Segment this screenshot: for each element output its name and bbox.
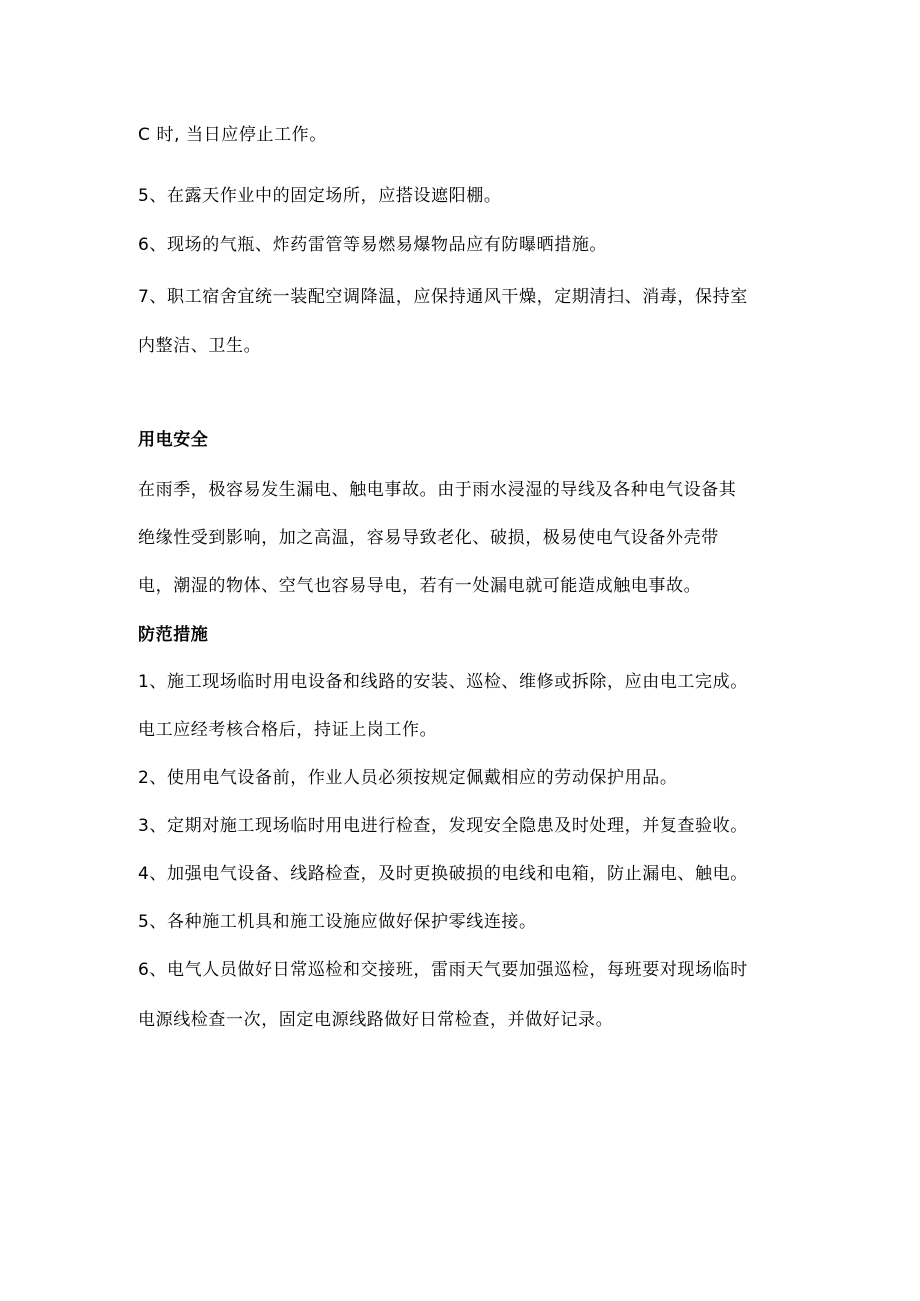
section-heading-preventive-measures: 防范措施	[138, 625, 209, 645]
intro-line-3: 6、现场的气瓶、炸药雷管等易燃易爆物品应有防曝晒措施。	[138, 235, 608, 255]
intro-line-4: 7、职工宿舍宜统一装配空调降温，应保持通风干燥，定期清扫、消毒，保持室	[138, 287, 748, 307]
measure-line-8: 电源线检查一次，固定电源线路做好日常检查，并做好记录。	[138, 1010, 614, 1030]
measure-line-7: 6、电气人员做好日常巡检和交接班，雷雨天气要加强巡检，每班要对现场临时	[138, 960, 748, 980]
measure-line-5: 4、加强电气设备、线路检查，及时更换破损的电线和电箱，防止漏电、触电。	[138, 864, 748, 884]
electric-paragraph-line-2: 绝缘性受到影响，加之高温，容易导致老化、破损，极易使电气设备外壳带	[138, 528, 719, 548]
section-heading-electric-safety: 用电安全	[138, 430, 209, 450]
measure-line-3: 2、使用电气设备前，作业人员必须按规定佩戴相应的劳动保护用品。	[138, 768, 678, 788]
measure-line-2: 电工应经考核合格后，持证上岗工作。	[138, 720, 438, 740]
measure-line-4: 3、定期对施工现场临时用电进行检查，发现安全隐患及时处理，并复查验收。	[138, 816, 748, 836]
measure-line-6: 5、各种施工机具和施工设施应做好保护零线连接。	[138, 912, 537, 932]
electric-paragraph-line-3: 电，潮湿的物体、空气也容易导电，若有一处漏电就可能造成触电事故。	[138, 576, 702, 596]
intro-line-1: C 时, 当日应停止工作。	[138, 125, 327, 145]
intro-line-2: 5、在露天作业中的固定场所，应搭设遮阳棚。	[138, 186, 502, 206]
intro-line-5: 内整洁、卫生。	[138, 336, 262, 356]
measure-line-1: 1、施工现场临时用电设备和线路的安装、巡检、维修或拆除，应由电工完成。	[138, 672, 748, 692]
electric-paragraph-line-1: 在雨季，极容易发生漏电、触电事故。由于雨水浸湿的导线及各种电气设备其	[138, 480, 737, 500]
